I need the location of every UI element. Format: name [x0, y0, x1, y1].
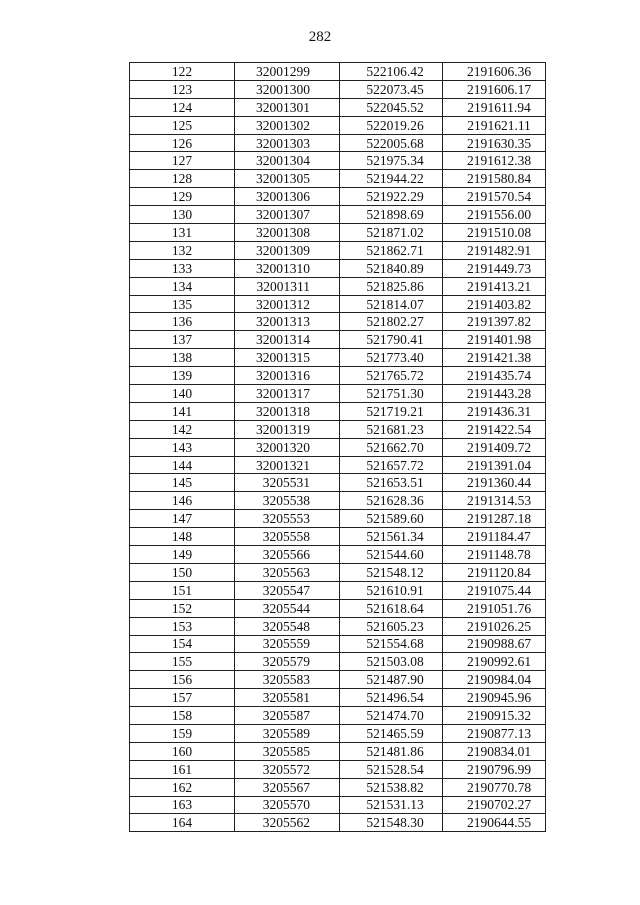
table-row	[130, 778, 546, 796]
x-coordinate-cell: 522073.45	[340, 80, 443, 98]
x-coordinate-cell: 521605.23	[340, 617, 443, 635]
row-number-cell: 128	[130, 170, 235, 188]
row-number-cell: 145	[130, 474, 235, 492]
point-id-cell: 3205587	[235, 707, 340, 725]
row-number-cell: 140	[130, 385, 235, 403]
row-number-cell: 142	[130, 420, 235, 438]
table-row	[130, 796, 546, 814]
table-row	[130, 385, 546, 403]
table-row	[130, 349, 546, 367]
y-coordinate-cell: 2191443.28	[443, 385, 546, 403]
table-row	[130, 188, 546, 206]
x-coordinate-cell: 521538.82	[340, 778, 443, 796]
y-coordinate-cell: 2191401.98	[443, 331, 546, 349]
row-number-cell: 159	[130, 724, 235, 742]
y-coordinate-cell: 2191120.84	[443, 563, 546, 581]
point-id-cell: 3205567	[235, 778, 340, 796]
x-coordinate-cell: 521773.40	[340, 349, 443, 367]
point-id-cell: 3205572	[235, 760, 340, 778]
y-coordinate-cell: 2191403.82	[443, 295, 546, 313]
y-coordinate-cell: 2190984.04	[443, 671, 546, 689]
y-coordinate-cell: 2191630.35	[443, 134, 546, 152]
y-coordinate-cell: 2191436.31	[443, 402, 546, 420]
point-id-cell: 32001312	[235, 295, 340, 313]
point-id-cell: 3205531	[235, 474, 340, 492]
table-row	[130, 63, 546, 81]
table-row	[130, 599, 546, 617]
x-coordinate-cell: 521862.71	[340, 241, 443, 259]
row-number-cell: 126	[130, 134, 235, 152]
row-number-cell: 125	[130, 116, 235, 134]
table-row	[130, 116, 546, 134]
coordinates-table	[129, 62, 546, 832]
y-coordinate-cell: 2191570.54	[443, 188, 546, 206]
y-coordinate-cell: 2191397.82	[443, 313, 546, 331]
row-number-cell: 158	[130, 707, 235, 725]
y-coordinate-cell: 2191075.44	[443, 581, 546, 599]
point-id-cell: 3205563	[235, 563, 340, 581]
y-coordinate-cell: 2190877.13	[443, 724, 546, 742]
row-number-cell: 156	[130, 671, 235, 689]
y-coordinate-cell: 2191606.36	[443, 63, 546, 81]
point-id-cell: 3205558	[235, 528, 340, 546]
y-coordinate-cell: 2191606.17	[443, 80, 546, 98]
x-coordinate-cell: 521544.60	[340, 546, 443, 564]
x-coordinate-cell: 522045.52	[340, 98, 443, 116]
x-coordinate-cell: 521944.22	[340, 170, 443, 188]
row-number-cell: 139	[130, 367, 235, 385]
point-id-cell: 32001299	[235, 63, 340, 81]
row-number-cell: 149	[130, 546, 235, 564]
point-id-cell: 32001310	[235, 259, 340, 277]
point-id-cell: 32001304	[235, 152, 340, 170]
y-coordinate-cell: 2190834.01	[443, 742, 546, 760]
y-coordinate-cell: 2191611.94	[443, 98, 546, 116]
y-coordinate-cell: 2191314.53	[443, 492, 546, 510]
x-coordinate-cell: 521487.90	[340, 671, 443, 689]
table-row	[130, 510, 546, 528]
x-coordinate-cell: 521681.23	[340, 420, 443, 438]
table-row	[130, 546, 546, 564]
x-coordinate-cell: 521802.27	[340, 313, 443, 331]
row-number-cell: 134	[130, 277, 235, 295]
table-row	[130, 313, 546, 331]
row-number-cell: 147	[130, 510, 235, 528]
row-number-cell: 157	[130, 689, 235, 707]
y-coordinate-cell: 2190945.96	[443, 689, 546, 707]
x-coordinate-cell: 521628.36	[340, 492, 443, 510]
table-row	[130, 563, 546, 581]
y-coordinate-cell: 2191051.76	[443, 599, 546, 617]
y-coordinate-cell: 2191413.21	[443, 277, 546, 295]
y-coordinate-cell: 2191184.47	[443, 528, 546, 546]
row-number-cell: 146	[130, 492, 235, 510]
table-row	[130, 134, 546, 152]
row-number-cell: 137	[130, 331, 235, 349]
point-id-cell: 3205562	[235, 814, 340, 832]
table-row	[130, 581, 546, 599]
row-number-cell: 127	[130, 152, 235, 170]
y-coordinate-cell: 2190644.55	[443, 814, 546, 832]
x-coordinate-cell: 521618.64	[340, 599, 443, 617]
point-id-cell: 32001305	[235, 170, 340, 188]
x-coordinate-cell: 521840.89	[340, 259, 443, 277]
point-id-cell: 3205553	[235, 510, 340, 528]
table-row	[130, 760, 546, 778]
x-coordinate-cell: 521662.70	[340, 438, 443, 456]
point-id-cell: 32001302	[235, 116, 340, 134]
row-number-cell: 135	[130, 295, 235, 313]
stray-mark: ·	[160, 451, 164, 463]
row-number-cell: 150	[130, 563, 235, 581]
row-number-cell: 136	[130, 313, 235, 331]
table-row	[130, 438, 546, 456]
row-number-cell: 132	[130, 241, 235, 259]
table-row	[130, 742, 546, 760]
y-coordinate-cell: 2191621.11	[443, 116, 546, 134]
row-number-cell: 161	[130, 760, 235, 778]
row-number-cell: 122	[130, 63, 235, 81]
point-id-cell: 32001321	[235, 456, 340, 474]
row-number-cell: 144	[130, 456, 235, 474]
x-coordinate-cell: 522106.42	[340, 63, 443, 81]
y-coordinate-cell: 2191391.04	[443, 456, 546, 474]
table-row	[130, 724, 546, 742]
y-coordinate-cell: 2191435.74	[443, 367, 546, 385]
table-row	[130, 98, 546, 116]
point-id-cell: 32001315	[235, 349, 340, 367]
row-number-cell: 160	[130, 742, 235, 760]
table-row	[130, 492, 546, 510]
x-coordinate-cell: 521790.41	[340, 331, 443, 349]
row-number-cell: 153	[130, 617, 235, 635]
point-id-cell: 32001313	[235, 313, 340, 331]
y-coordinate-cell: 2191422.54	[443, 420, 546, 438]
row-number-cell: 123	[130, 80, 235, 98]
x-coordinate-cell: 522005.68	[340, 134, 443, 152]
table-row	[130, 707, 546, 725]
point-id-cell: 32001308	[235, 224, 340, 242]
point-id-cell: 3205566	[235, 546, 340, 564]
table-row	[130, 456, 546, 474]
row-number-cell: 141	[130, 402, 235, 420]
x-coordinate-cell: 521474.70	[340, 707, 443, 725]
row-number-cell: 163	[130, 796, 235, 814]
x-coordinate-cell: 521561.34	[340, 528, 443, 546]
row-number-cell: 164	[130, 814, 235, 832]
point-id-cell: 3205585	[235, 742, 340, 760]
y-coordinate-cell: 2191612.38	[443, 152, 546, 170]
x-coordinate-cell: 521548.12	[340, 563, 443, 581]
table-row	[130, 671, 546, 689]
y-coordinate-cell: 2190770.78	[443, 778, 546, 796]
y-coordinate-cell: 2191449.73	[443, 259, 546, 277]
y-coordinate-cell: 2191510.08	[443, 224, 546, 242]
y-coordinate-cell: 2190988.67	[443, 635, 546, 653]
row-number-cell: 129	[130, 188, 235, 206]
x-coordinate-cell: 521496.54	[340, 689, 443, 707]
y-coordinate-cell: 2191556.00	[443, 206, 546, 224]
x-coordinate-cell: 521975.34	[340, 152, 443, 170]
row-number-cell: 148	[130, 528, 235, 546]
x-coordinate-cell: 521765.72	[340, 367, 443, 385]
x-coordinate-cell: 521922.29	[340, 188, 443, 206]
point-id-cell: 32001319	[235, 420, 340, 438]
y-coordinate-cell: 2191026.25	[443, 617, 546, 635]
row-number-cell: 133	[130, 259, 235, 277]
y-coordinate-cell: 2190915.32	[443, 707, 546, 725]
row-number-cell: 162	[130, 778, 235, 796]
y-coordinate-cell: 2190992.61	[443, 653, 546, 671]
x-coordinate-cell: 521554.68	[340, 635, 443, 653]
table-row	[130, 653, 546, 671]
table-row	[130, 259, 546, 277]
table-row	[130, 635, 546, 653]
point-id-cell: 32001314	[235, 331, 340, 349]
point-id-cell: 32001307	[235, 206, 340, 224]
row-number-cell: 143	[130, 438, 235, 456]
row-number-cell: 152	[130, 599, 235, 617]
table-row	[130, 331, 546, 349]
x-coordinate-cell: 521898.69	[340, 206, 443, 224]
coordinates-table-body	[130, 63, 546, 832]
point-id-cell: 3205544	[235, 599, 340, 617]
y-coordinate-cell: 2191148.78	[443, 546, 546, 564]
table-row	[130, 152, 546, 170]
row-number-cell: 131	[130, 224, 235, 242]
table-row	[130, 295, 546, 313]
x-coordinate-cell: 521825.86	[340, 277, 443, 295]
table-row	[130, 241, 546, 259]
point-id-cell: 3205583	[235, 671, 340, 689]
x-coordinate-cell: 521528.54	[340, 760, 443, 778]
row-number-cell: 155	[130, 653, 235, 671]
x-coordinate-cell: 521548.30	[340, 814, 443, 832]
point-id-cell: 32001316	[235, 367, 340, 385]
point-id-cell: 3205570	[235, 796, 340, 814]
row-number-cell: 130	[130, 206, 235, 224]
y-coordinate-cell: 2191409.72	[443, 438, 546, 456]
point-id-cell: 3205547	[235, 581, 340, 599]
row-number-cell: 138	[130, 349, 235, 367]
table-row	[130, 206, 546, 224]
y-coordinate-cell: 2191360.44	[443, 474, 546, 492]
table-row	[130, 617, 546, 635]
x-coordinate-cell: 521751.30	[340, 385, 443, 403]
table-row	[130, 367, 546, 385]
x-coordinate-cell: 521465.59	[340, 724, 443, 742]
table-row	[130, 80, 546, 98]
x-coordinate-cell: 521719.21	[340, 402, 443, 420]
point-id-cell: 32001320	[235, 438, 340, 456]
x-coordinate-cell: 522019.26	[340, 116, 443, 134]
row-number-cell: 124	[130, 98, 235, 116]
x-coordinate-cell: 521610.91	[340, 581, 443, 599]
point-id-cell: 3205579	[235, 653, 340, 671]
table-row	[130, 170, 546, 188]
table-row	[130, 277, 546, 295]
x-coordinate-cell: 521814.07	[340, 295, 443, 313]
point-id-cell: 32001318	[235, 402, 340, 420]
point-id-cell: 32001311	[235, 277, 340, 295]
point-id-cell: 32001303	[235, 134, 340, 152]
row-number-cell: 151	[130, 581, 235, 599]
y-coordinate-cell: 2190702.27	[443, 796, 546, 814]
point-id-cell: 3205548	[235, 617, 340, 635]
y-coordinate-cell: 2191482.91	[443, 241, 546, 259]
page-number: 282	[308, 29, 332, 45]
point-id-cell: 32001309	[235, 241, 340, 259]
point-id-cell: 32001317	[235, 385, 340, 403]
y-coordinate-cell: 2190796.99	[443, 760, 546, 778]
point-id-cell: 32001301	[235, 98, 340, 116]
x-coordinate-cell: 521657.72	[340, 456, 443, 474]
x-coordinate-cell: 521653.51	[340, 474, 443, 492]
table-row	[130, 474, 546, 492]
x-coordinate-cell: 521481.86	[340, 742, 443, 760]
table-row	[130, 814, 546, 832]
point-id-cell: 3205538	[235, 492, 340, 510]
x-coordinate-cell: 521589.60	[340, 510, 443, 528]
point-id-cell: 3205581	[235, 689, 340, 707]
y-coordinate-cell: 2191287.18	[443, 510, 546, 528]
x-coordinate-cell: 521871.02	[340, 224, 443, 242]
y-coordinate-cell: 2191580.84	[443, 170, 546, 188]
point-id-cell: 3205589	[235, 724, 340, 742]
table-row	[130, 402, 546, 420]
table-row	[130, 528, 546, 546]
row-number-cell: 154	[130, 635, 235, 653]
point-id-cell: 3205559	[235, 635, 340, 653]
x-coordinate-cell: 521531.13	[340, 796, 443, 814]
point-id-cell: 32001306	[235, 188, 340, 206]
table-row	[130, 224, 546, 242]
point-id-cell: 32001300	[235, 80, 340, 98]
x-coordinate-cell: 521503.08	[340, 653, 443, 671]
y-coordinate-cell: 2191421.38	[443, 349, 546, 367]
table-row	[130, 420, 546, 438]
table-row	[130, 689, 546, 707]
